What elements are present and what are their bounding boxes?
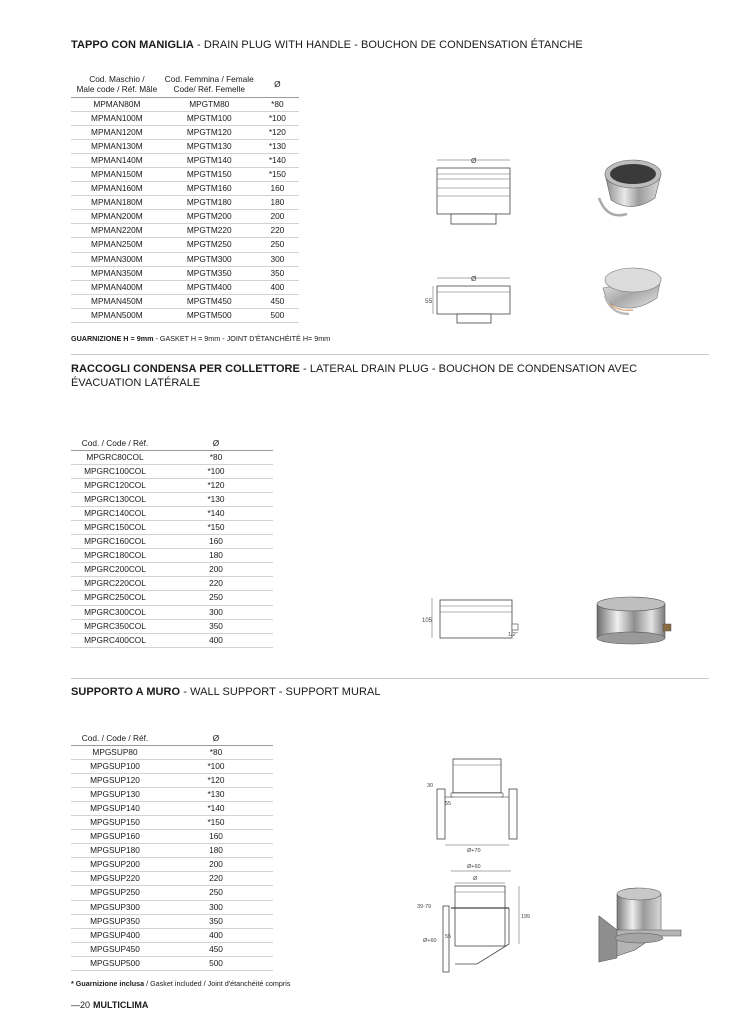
table-row xyxy=(71,294,299,308)
table-row xyxy=(71,745,273,759)
table-cell: MPMAN120M xyxy=(71,125,163,139)
table-row xyxy=(71,591,273,605)
section-divider xyxy=(71,678,709,679)
table-row xyxy=(71,266,299,280)
table-cell: MPGRC350COL xyxy=(71,619,159,633)
wall-support-drawing-top xyxy=(425,755,525,855)
table-cell: MPGTM120 xyxy=(163,125,256,139)
table-cell: MPGSUP300 xyxy=(71,900,159,914)
table-cell: 160 xyxy=(159,830,273,844)
table-cell: 400 xyxy=(159,633,273,647)
table-cell: MPMAN160M xyxy=(71,182,163,196)
table-row xyxy=(71,139,299,153)
dim-bot-d60: Ø+60 xyxy=(467,864,481,870)
table-row xyxy=(71,153,299,167)
page-number: —20 xyxy=(71,1000,91,1010)
section1-table xyxy=(71,71,299,323)
table-cell: 180 xyxy=(159,549,273,563)
table-cell: MPGTM130 xyxy=(163,139,256,153)
table-row xyxy=(71,942,273,956)
table-row xyxy=(71,787,273,801)
section-divider xyxy=(71,354,709,355)
table-row xyxy=(71,759,273,773)
table-row xyxy=(71,858,273,872)
brand-name: MULTICLIMA xyxy=(93,1000,149,1010)
height-label: 105 xyxy=(422,618,433,624)
table-cell: MPMAN100M xyxy=(71,111,163,125)
table-row xyxy=(71,956,273,970)
section3-title-rest: - WALL SUPPORT - SUPPORT MURAL xyxy=(180,686,381,698)
table-row xyxy=(71,506,273,520)
height-label: 55 xyxy=(425,298,433,305)
section3-title-bold: SUPPORTO A MURO xyxy=(71,686,181,698)
table-cell: 220 xyxy=(256,224,299,238)
table-cell: *100 xyxy=(256,111,299,125)
table-cell: MPMAN450M xyxy=(71,294,163,308)
table-row xyxy=(71,815,273,829)
table-cell: MPGTM250 xyxy=(163,238,256,252)
table-cell: 250 xyxy=(159,886,273,900)
table-cell: MPGRC120COL xyxy=(71,478,159,492)
table-cell: 350 xyxy=(159,619,273,633)
table-cell: MPGRC400COL xyxy=(71,633,159,647)
table-cell: MPGSUP500 xyxy=(71,956,159,970)
drain-plug-photo-bottom xyxy=(597,258,667,322)
table-cell: MPMAN150M xyxy=(71,167,163,181)
table-cell: MPMAN350M xyxy=(71,266,163,280)
table-row xyxy=(71,633,273,647)
table-row xyxy=(71,125,299,139)
table-cell: 350 xyxy=(159,914,273,928)
table-cell: 450 xyxy=(159,942,273,956)
table-row xyxy=(71,605,273,619)
table-cell: MPGTM400 xyxy=(163,280,256,294)
table-cell: 400 xyxy=(256,280,299,294)
table-cell: MPGTM80 xyxy=(163,97,256,111)
table-cell: 200 xyxy=(159,563,273,577)
table-row xyxy=(71,872,273,886)
table-cell: MPMAN200M xyxy=(71,210,163,224)
table-row xyxy=(71,308,299,322)
dim-bot-55: 55 xyxy=(445,934,452,940)
table-cell: MPGSUP250 xyxy=(71,886,159,900)
table-cell: 400 xyxy=(159,928,273,942)
table-cell: *150 xyxy=(159,815,273,829)
table-row xyxy=(71,619,273,633)
table-cell: MPGTM220 xyxy=(163,224,256,238)
table-row xyxy=(71,450,273,464)
section2-title xyxy=(71,362,637,390)
table-row xyxy=(71,520,273,534)
section3-table-body xyxy=(71,745,273,971)
wall-support-drawing-bottom xyxy=(415,860,530,980)
table-cell: 450 xyxy=(256,294,299,308)
table-cell: MPGRC200COL xyxy=(71,563,159,577)
table-cell: 250 xyxy=(159,591,273,605)
lateral-drain-photo xyxy=(593,592,677,648)
section2-title-line2: ÉVACUATION LATÉRALE xyxy=(71,377,201,389)
table-cell: MPGRC160COL xyxy=(71,535,159,549)
table-cell: MPGRC250COL xyxy=(71,591,159,605)
table-cell: MPMAN400M xyxy=(71,280,163,294)
table-cell: *140 xyxy=(256,153,299,167)
table-cell: MPGSUP400 xyxy=(71,928,159,942)
wall-support-photo xyxy=(595,880,685,968)
table-cell: *100 xyxy=(159,464,273,478)
section2-title-bold: RACCOGLI CONDENSA PER COLLETTORE xyxy=(71,363,300,375)
table-cell: 220 xyxy=(159,872,273,886)
table-cell: MPGTM150 xyxy=(163,167,256,181)
table-row xyxy=(71,886,273,900)
drain-plug-drawing-top xyxy=(425,152,525,232)
table-row xyxy=(71,492,273,506)
table-cell: 500 xyxy=(159,956,273,970)
table-row xyxy=(71,535,273,549)
table-cell: MPGTM300 xyxy=(163,252,256,266)
dim-d70: Ø+70 xyxy=(467,848,481,854)
section1-table-body xyxy=(71,97,299,323)
table-cell: MPGRC80COL xyxy=(71,450,159,464)
gasket-note-bold: GUARNIZIONE H = 9mm xyxy=(71,334,154,343)
table-cell: MPGSUP200 xyxy=(71,858,159,872)
table-row xyxy=(71,563,273,577)
dim-range: 39-79 xyxy=(417,904,432,910)
table-cell: MPGTM180 xyxy=(163,196,256,210)
table-cell: MPGRC140COL xyxy=(71,506,159,520)
dim-bot-d: Ø xyxy=(473,876,478,882)
table-cell: MPGSUP160 xyxy=(71,830,159,844)
drain-plug-drawing-bottom xyxy=(425,270,525,330)
table-cell: MPMAN140M xyxy=(71,153,163,167)
dim-55: 55 xyxy=(445,801,452,807)
table-cell: MPMAN300M xyxy=(71,252,163,266)
table-cell: *140 xyxy=(159,801,273,815)
thread-label: 1/2" xyxy=(508,632,518,638)
table-cell: MPGTM450 xyxy=(163,294,256,308)
table-cell: MPGTM350 xyxy=(163,266,256,280)
table-cell: MPGSUP220 xyxy=(71,872,159,886)
table-cell: MPGRC130COL xyxy=(71,492,159,506)
table-row xyxy=(71,928,273,942)
section2-title-rest: - LATERAL DRAIN PLUG - BOUCHON DE CONDENSATION AVEC xyxy=(299,363,638,375)
table-cell: *120 xyxy=(256,125,299,139)
table-row xyxy=(71,577,273,591)
table-cell: 180 xyxy=(159,844,273,858)
table-cell: MPGSUP140 xyxy=(71,801,159,815)
dim-30: 30 xyxy=(427,783,434,789)
table-cell: *120 xyxy=(159,478,273,492)
table-row xyxy=(71,478,273,492)
table-cell: MPGRC300COL xyxy=(71,605,159,619)
drain-plug-photo-top xyxy=(597,152,667,224)
table-cell: *80 xyxy=(159,745,273,759)
table-cell: 350 xyxy=(256,266,299,280)
table-cell: MPGTM140 xyxy=(163,153,256,167)
header-female-code: Cod. Femmina / Female Code/ Réf. Femelle xyxy=(163,71,256,97)
table-cell: 220 xyxy=(159,577,273,591)
table-cell: MPGSUP100 xyxy=(71,759,159,773)
table-cell: *100 xyxy=(159,759,273,773)
gasket-note-rest: - GASKET H = 9mm - JOINT D'ÉTANCHÉITÉ H= 9mm xyxy=(153,334,331,343)
gasket-note xyxy=(71,334,330,343)
table-row xyxy=(71,111,299,125)
section2-table xyxy=(71,436,273,648)
table-cell: MPGSUP130 xyxy=(71,787,159,801)
table-row xyxy=(71,196,299,210)
svg-text:Ø: Ø xyxy=(471,276,477,283)
table-cell: *120 xyxy=(159,773,273,787)
table-cell: MPGSUP120 xyxy=(71,773,159,787)
table-row xyxy=(71,914,273,928)
table-row xyxy=(71,252,299,266)
table-row xyxy=(71,464,273,478)
table-cell: *130 xyxy=(256,139,299,153)
table-cell: MPGRC100COL xyxy=(71,464,159,478)
diameter-label: Ø xyxy=(471,158,477,165)
table-cell: MPGTM100 xyxy=(163,111,256,125)
table-cell: 300 xyxy=(159,605,273,619)
section2-table-body xyxy=(71,450,273,647)
table-cell: 200 xyxy=(256,210,299,224)
table-cell: 300 xyxy=(256,252,299,266)
table-row xyxy=(71,210,299,224)
table-cell: 180 xyxy=(256,196,299,210)
footnote-rest: / Gasket included / Joint d'étanchéité compris xyxy=(144,979,291,988)
footnote-bold: * Guarnizione inclusa xyxy=(71,979,145,988)
table-cell: *140 xyxy=(159,506,273,520)
lateral-drain-drawing xyxy=(420,592,530,650)
table-cell: 250 xyxy=(256,238,299,252)
table-row xyxy=(71,280,299,294)
section3-title xyxy=(71,686,381,698)
dim-195: 195 xyxy=(521,914,530,920)
table-cell: MPMAN180M xyxy=(71,196,163,210)
table-row xyxy=(71,224,299,238)
section1-title xyxy=(71,39,583,51)
table-cell: MPGSUP350 xyxy=(71,914,159,928)
table-cell: *150 xyxy=(159,520,273,534)
header-code: Cod. / Code / Réf. xyxy=(71,731,159,745)
table-cell: 300 xyxy=(159,900,273,914)
header-diameter: Ø xyxy=(256,71,299,97)
table-cell: MPMAN500M xyxy=(71,308,163,322)
table-cell: MPMAN250M xyxy=(71,238,163,252)
table-cell: 200 xyxy=(159,858,273,872)
table-cell: 160 xyxy=(256,182,299,196)
table-row xyxy=(71,830,273,844)
table-cell: 500 xyxy=(256,308,299,322)
header-code: Cod. / Code / Réf. xyxy=(71,436,159,450)
section1-title-rest: - DRAIN PLUG WITH HANDLE - BOUCHON DE CONDENSATION ÉTANCHE xyxy=(193,39,583,51)
table-row xyxy=(71,549,273,563)
table-cell: *130 xyxy=(159,787,273,801)
table-cell: MPGSUP450 xyxy=(71,942,159,956)
table-cell: MPMAN130M xyxy=(71,139,163,153)
header-male-code: Cod. Maschio / Male code / Réf. Mâle xyxy=(71,71,163,97)
table-cell: *150 xyxy=(256,167,299,181)
footnote xyxy=(71,979,291,988)
table-row xyxy=(71,238,299,252)
table-row xyxy=(71,182,299,196)
table-cell: 160 xyxy=(159,535,273,549)
dim-bot-dm60: Ø+60 xyxy=(423,938,437,944)
table-cell: MPGTM160 xyxy=(163,182,256,196)
header-diameter: Ø xyxy=(159,436,273,450)
table-row xyxy=(71,97,299,111)
table-row xyxy=(71,801,273,815)
table-cell: MPMAN80M xyxy=(71,97,163,111)
table-cell: *80 xyxy=(256,97,299,111)
table-cell: MPGRC220COL xyxy=(71,577,159,591)
table-cell: MPGRC180COL xyxy=(71,549,159,563)
table-cell: MPGSUP180 xyxy=(71,844,159,858)
section1-title-bold: TAPPO CON MANIGLIA xyxy=(71,39,194,51)
table-cell: MPGSUP150 xyxy=(71,815,159,829)
table-cell: MPGTM500 xyxy=(163,308,256,322)
table-cell: MPMAN220M xyxy=(71,224,163,238)
table-row xyxy=(71,167,299,181)
header-diameter: Ø xyxy=(159,731,273,745)
table-cell: MPGTM200 xyxy=(163,210,256,224)
table-row xyxy=(71,900,273,914)
table-row xyxy=(71,773,273,787)
page-footer xyxy=(71,1000,148,1010)
table-cell: *130 xyxy=(159,492,273,506)
table-cell: MPGSUP80 xyxy=(71,745,159,759)
table-row xyxy=(71,844,273,858)
section3-table xyxy=(71,731,273,971)
table-cell: MPGRC150COL xyxy=(71,520,159,534)
table-cell: *80 xyxy=(159,450,273,464)
